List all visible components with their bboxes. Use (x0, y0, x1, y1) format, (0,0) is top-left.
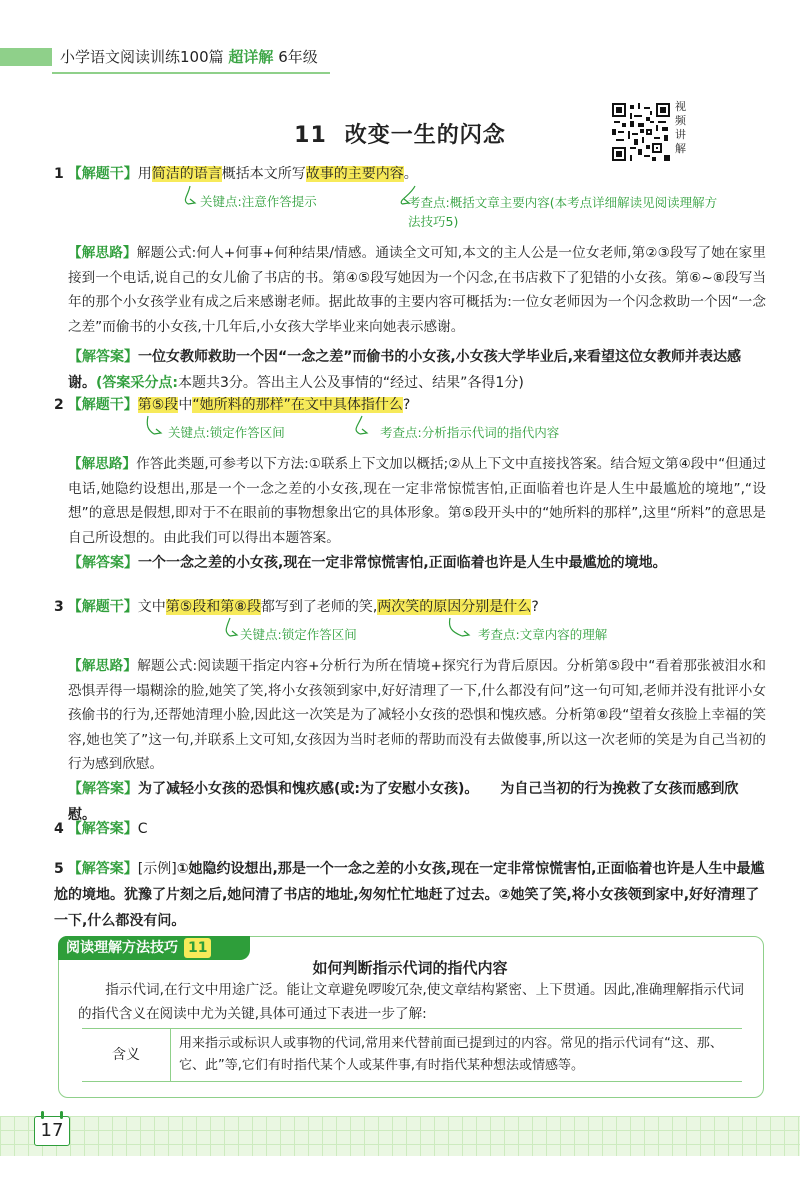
calendar-clip-icon (41, 1111, 44, 1119)
stem-text: 概括本文所写 (221, 166, 306, 182)
stem-tag: 【解题干】 (67, 599, 138, 615)
question-1-thinking (68, 241, 766, 339)
answer-text: ①她隐约设想出,那是一个一念之差的小女孩,现在一定非常惊慌害怕,正面临着也许是人生中最尴尬的境地。犹豫了片刻之后,她问清了书店的地址,匆匆忙忙地赶了过去。②她笑了笑,将小女孩领到家中,好好清理了一下,什么都没有问。 (54, 861, 765, 929)
highlight-key: 第⑤段 (137, 397, 179, 413)
footer-grid-band (0, 1116, 800, 1156)
annotation-test-point: 考查点:文章内容的理解 (478, 627, 608, 642)
highlight-test: 故事的主要内容 (305, 166, 404, 182)
answer-text-2: 为自己当初的行为挽救了女孩而感到欣慰。 (68, 781, 739, 823)
book-accent: 超详解 (228, 48, 274, 66)
table-key: 含义 (82, 1029, 171, 1082)
answer-tag: 【解答案】 (68, 781, 138, 797)
method-tips-table (82, 1028, 742, 1082)
lesson-title: 改变一生的闪念 (344, 123, 506, 148)
qr-video-label: 视频讲解 (675, 100, 686, 155)
question-number: 3 (54, 599, 64, 615)
answer-tag: 【解答案】 (67, 821, 138, 837)
table-row (82, 1029, 742, 1082)
header-book-title (60, 46, 318, 67)
answer-tag: 【解答案】 (68, 349, 138, 365)
highlight-test: 两次笑的原因分别是什么 (377, 599, 532, 615)
stem-text: ? (531, 599, 539, 615)
stem-text: 用 (137, 166, 152, 182)
question-number: 1 (54, 166, 64, 182)
score-text: 本题共3分。答出主人公及事情的“经过、结果”各得1分) (178, 375, 524, 391)
thinking-text: 作答此类题,可参考以下方法:①联系上下文加以概括;②从上下文中直接找答案。结合短文第④段中“但通过电话,她隐约设想出,那是一个一念之差的小女孩,现在一定非常惊慌害怕,正面临着也许是人生中最尴尬的境地”,“设想”的意思是假想,即对于不在眼前的事物想象出它的具体形象。第⑤段开头中的“她所料的那样”,这里“所料”的意思是自己所设想的。由此我们可以得出本题答案。 (68, 456, 767, 546)
annotation-key-point: 关键点:锁定作答区间 (168, 425, 285, 440)
thinking-tag: 【解思路】 (68, 658, 138, 674)
question-number: 5 (54, 861, 64, 877)
page-number-text: 17 (40, 1120, 64, 1141)
answer-text-1: 为了减轻小女孩的恐惧和愧疚感(或:为了安慰小女孩)。 (138, 781, 479, 797)
stem-text: 。 (403, 166, 418, 182)
score-tag: (答案采分点: (96, 375, 178, 391)
question-5 (54, 856, 766, 934)
thinking-tag: 【解思路】 (68, 456, 137, 472)
book-grade: 6年级 (278, 48, 318, 66)
answer-tag: 【解答案】 (67, 861, 138, 877)
question-number: 2 (54, 397, 64, 413)
lesson-number: 11 (294, 123, 327, 148)
method-tips-paragraph: 指示代词,在行文中用途广泛。能让文章避免啰唆冗杂,使文章结构紧密、上下贯通。因此,准确理解指示代词的指代含义在阅读中尤为关键,具体可通过下表进一步了解: (78, 982, 744, 1022)
answer-text: 一个一念之差的小女孩,现在一定非常惊慌害怕,正面临着也许是人生中最尴尬的境地。 (138, 555, 667, 571)
page-number (34, 1116, 70, 1146)
example-label: [示例] (137, 861, 177, 877)
stem-text: 中 (178, 397, 193, 413)
question-2-answer (68, 550, 766, 576)
thinking-text: 解题公式:何人+何事+何种结果/情感。通读全文可知,本文的主人公是一位女老师,第②③段写了她在家里接到一个电话,说自己的女儿偷了书店的书。第④⑤段写她因为一个闪念,在书店救下了犯错的小女孩。第⑥~⑧段写当年的那个小女孩学业有成之后来感谢老师。据此故事的主要内容可概括为:一位女老师因为一个闪念救助一个因“一念之差”而偷书的小女孩,十几年后,小女孩大学毕业来向她表示感谢。 (68, 245, 767, 335)
book-name: 小学语文阅读训练100篇 (60, 48, 224, 66)
highlight-key: 第⑤段和第⑧段 (165, 599, 261, 615)
qr-code-icon[interactable] (612, 103, 670, 161)
annotation-key-point: 关键点:注意作答提示 (200, 194, 317, 209)
question-3-thinking (68, 654, 766, 777)
method-tips-number: 11 (184, 938, 211, 958)
answer-text: 一位女教师救助一个因“一念之差”而偷书的小女孩,小女孩大学毕业后,来看望这位女教师并表达感谢。 (68, 349, 742, 391)
thinking-text: 解题公式:阅读题干指定内容+分析行为所在情境+探究行为背后原因。分析第⑤段中“看着那张被泪水和恐惧弄得一塌糊涂的脸,她笑了笑,将小女孩领到家中,好好清理了一下,什么都没有问”这一句可知,老师并没有批评小女孩偷书的行为,还帮她清理小脸,因此这一次笑是为了减轻小女孩的恐惧和愧疚感。分析第⑧段“望着女孩脸上幸福的笑容,她也笑了”这一句,并联系上文可知,女孩因为当时老师的帮助而没有去做傻事,所以这一次老师的笑是为自己当初的行为感到欣慰。 (68, 658, 767, 772)
annotation-test-point: 考查点:概括文章主要内容(本考点详细解读见阅读理解方法技巧5) (408, 195, 718, 229)
method-tips-label: 阅读理解方法技巧 (66, 940, 178, 956)
header-underline (52, 72, 330, 74)
answer-tag: 【解答案】 (68, 555, 138, 571)
annotation-test-point: 考查点:分析指示代词的指代内容 (380, 425, 560, 440)
stem-tag: 【解题干】 (67, 166, 138, 182)
question-number: 4 (54, 821, 64, 837)
stem-tag: 【解题干】 (67, 397, 138, 413)
answer-text: C (137, 821, 148, 837)
thinking-tag: 【解思路】 (68, 245, 137, 261)
question-1-answer (68, 344, 766, 396)
annotation-key-point: 关键点:锁定作答区间 (240, 627, 357, 642)
stem-text: ? (402, 397, 411, 413)
calendar-clip-icon (60, 1111, 63, 1119)
table-value: 用来指示或标识人或事物的代词,常用来代替前面已提到过的内容。常见的指示代词有“这、那、它、此”等,它们有时指代某个人或某件事,有时指代某种想法或情感等。 (171, 1029, 743, 1082)
header-color-bar (0, 48, 52, 66)
question-2-thinking (68, 452, 766, 550)
highlight-test: “她所料的那样”在文中具体指什么 (192, 397, 403, 413)
stem-text: 都写到了老师的笑, (260, 599, 378, 615)
highlight-key: 简洁的语言 (151, 166, 222, 182)
method-tips-title: 如何判断指示代词的指代内容 (312, 959, 508, 977)
stem-text: 文中 (137, 599, 166, 615)
question-4 (54, 816, 766, 842)
